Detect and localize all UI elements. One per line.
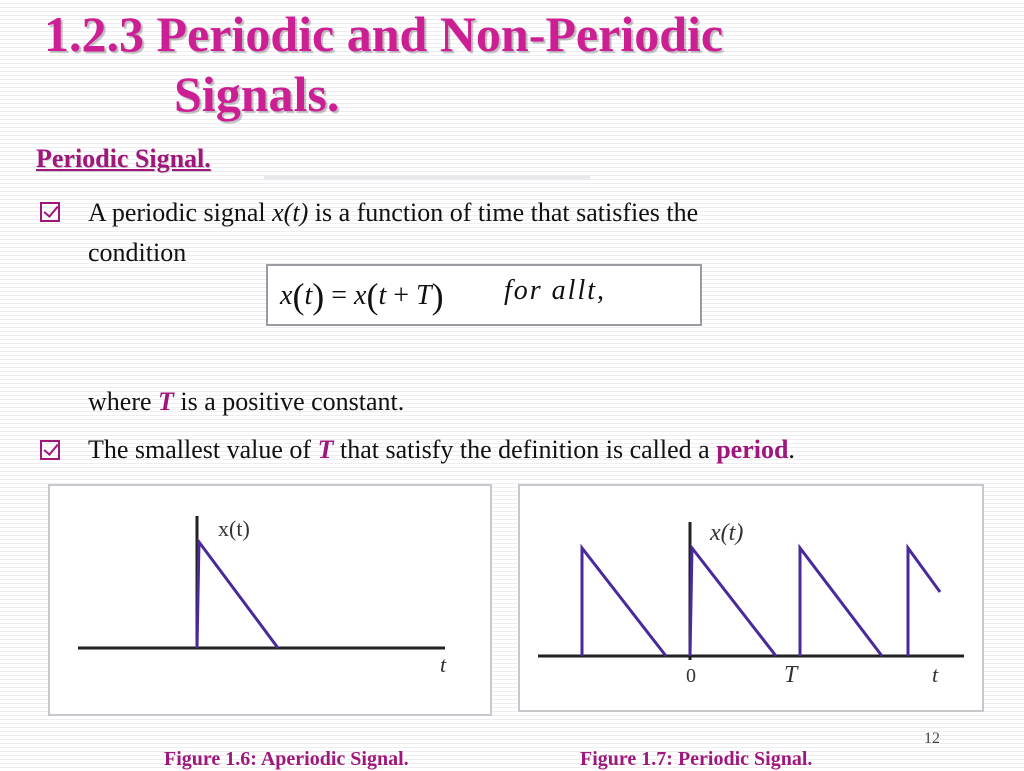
bullet2-mid: that satisfy the definition is called a: [333, 435, 717, 464]
bullet2-var-T: T: [317, 435, 334, 464]
signal-var-xt: x(t): [272, 198, 309, 227]
aperiodic-pulse: [197, 542, 278, 648]
eq-t1: t: [304, 280, 313, 311]
eq-x1: x: [280, 280, 293, 311]
heading-underline-rule: [264, 176, 590, 180]
checkbox-bullet-icon: [40, 440, 60, 460]
equation-lhs: [280, 275, 444, 317]
figure2-caption: Figure 1.7: Periodic Signal.: [580, 748, 813, 770]
equation-condition: for allt,: [504, 275, 607, 306]
where-pre: where: [88, 387, 159, 416]
x-axis-label: t: [932, 662, 939, 687]
periodicity-equation: [266, 264, 702, 326]
periodic-signal-plot: [520, 486, 982, 710]
eq-T: T: [416, 280, 432, 311]
y-axis-label: x(t): [218, 516, 250, 541]
bullet2-end: .: [788, 435, 795, 464]
x-axis-label: t: [440, 652, 447, 677]
checkbox-bullet-icon: [40, 202, 60, 222]
period-term: period: [716, 435, 789, 464]
periodic-signal-figure: [518, 484, 984, 712]
eq-paren: ): [312, 276, 325, 316]
aperiodic-signal-figure: [48, 484, 492, 716]
sawtooth-period-1: [582, 548, 666, 656]
aperiodic-signal-plot: [50, 486, 490, 714]
slide-title-line2: Signals.: [174, 66, 340, 122]
tick-label-zero: 0: [686, 665, 696, 687]
section-heading: Periodic Signal.: [36, 144, 211, 173]
sawtooth-period-3: [800, 548, 882, 656]
bullet2-pre: The smallest value of: [88, 435, 318, 464]
bullet1-post: is a function of time that satisfies the: [308, 198, 699, 227]
where-line: [88, 382, 404, 422]
page-number: 12: [924, 730, 940, 747]
eq-paren: (: [366, 276, 379, 316]
eq-plus: +: [386, 280, 417, 311]
eq-paren: (: [292, 276, 305, 316]
slide-title: [44, 4, 723, 124]
eq-t2: t: [378, 280, 387, 311]
eq-x2: x: [354, 280, 367, 311]
figure1-caption: Figure 1.6: Aperiodic Signal.: [164, 748, 409, 770]
sawtooth-period-4: [908, 548, 940, 656]
bullet1-line2: condition: [88, 238, 187, 267]
where-post: is a positive constant.: [173, 387, 405, 416]
bullet-period-definition: [88, 430, 795, 470]
tick-label-T: T: [784, 662, 798, 688]
y-axis-label: x(t): [710, 520, 744, 546]
eq-equals: =: [324, 280, 355, 311]
bullet-periodic-definition: [88, 193, 988, 273]
where-var-T: T: [158, 387, 174, 416]
bullet1-pre: A periodic signal: [88, 198, 273, 227]
sawtooth-period-2: [690, 548, 776, 656]
eq-paren: ): [431, 276, 444, 316]
slide-title-line1: 1.2.3 Periodic and Non-Periodic: [44, 6, 724, 62]
